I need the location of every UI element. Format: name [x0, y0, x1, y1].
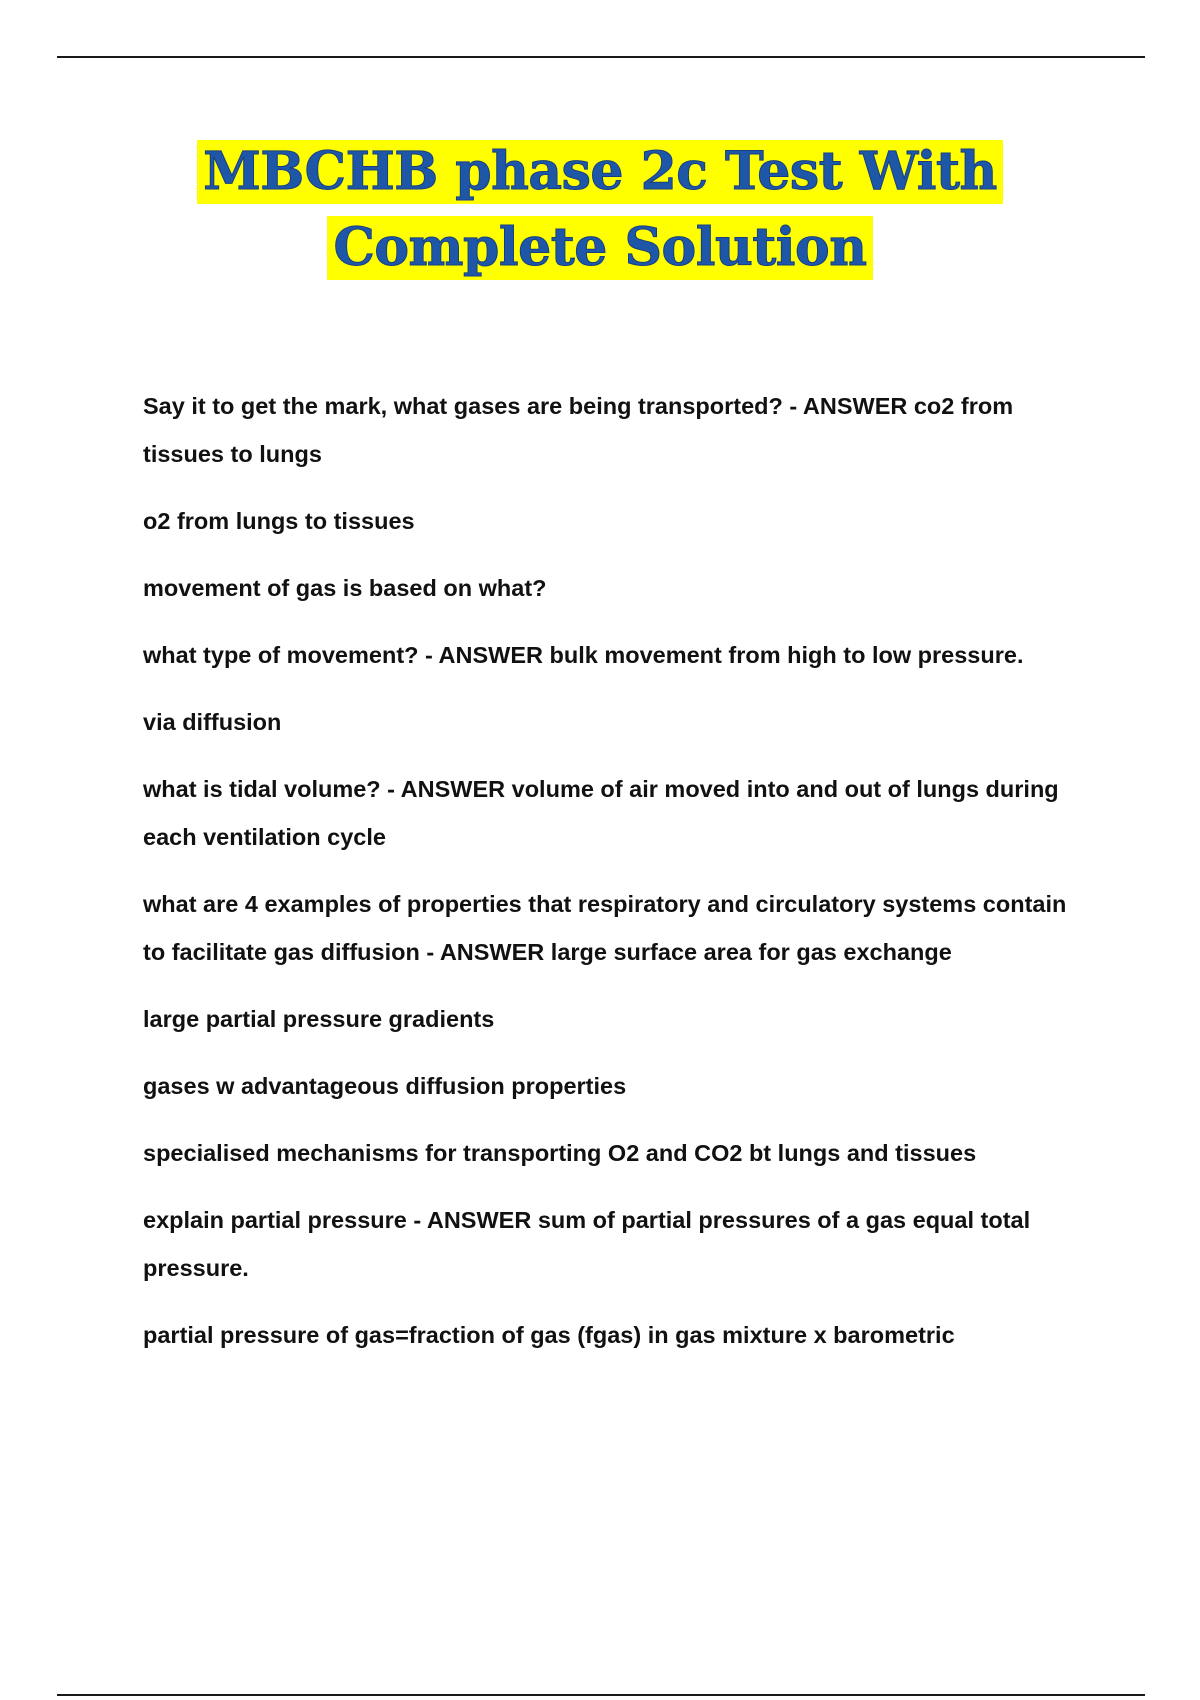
paragraph: explain partial pressure - ANSWER sum of partial pressures of a gas equal total pressure.: [143, 1207, 1031, 1281]
paragraph: what is tidal volume? - ANSWER volume of air moved into and out of lungs during each ventilation cycle: [143, 776, 1059, 850]
paragraph: Say it to get the mark, what gases are being transported? - ANSWER co2 from tissues to lungs: [143, 393, 1014, 467]
paragraph: partial pressure of gas=fraction of gas (fgas) in gas mixture x barometric: [143, 1322, 955, 1348]
paragraph: what type of movement? - ANSWER bulk movement from high to low pressure.: [143, 642, 1024, 668]
paragraph: o2 from lungs to tissues: [143, 508, 415, 534]
paragraph: specialised mechanisms for transporting O2 and CO2 bt lungs and tissues: [143, 1140, 977, 1166]
paragraph: what are 4 examples of properties that respiratory and circulatory systems contain to facilitate gas diffusion - ANSWER large surface area for gas exchange: [143, 891, 1067, 965]
document-title: [0, 140, 1200, 292]
title-line-2: Complete Solution: [327, 216, 872, 280]
document-body: [143, 382, 1083, 1378]
paragraph: large partial pressure gradients: [143, 1006, 495, 1032]
top-rule: [57, 56, 1145, 58]
paragraph: via diffusion: [143, 709, 282, 735]
paragraph: movement of gas is based on what?: [143, 575, 547, 601]
paragraph: gases w advantageous diffusion properties: [143, 1073, 627, 1099]
bottom-rule: [57, 1694, 1145, 1696]
title-line-1: MBCHB phase 2c Test With: [197, 140, 1003, 204]
